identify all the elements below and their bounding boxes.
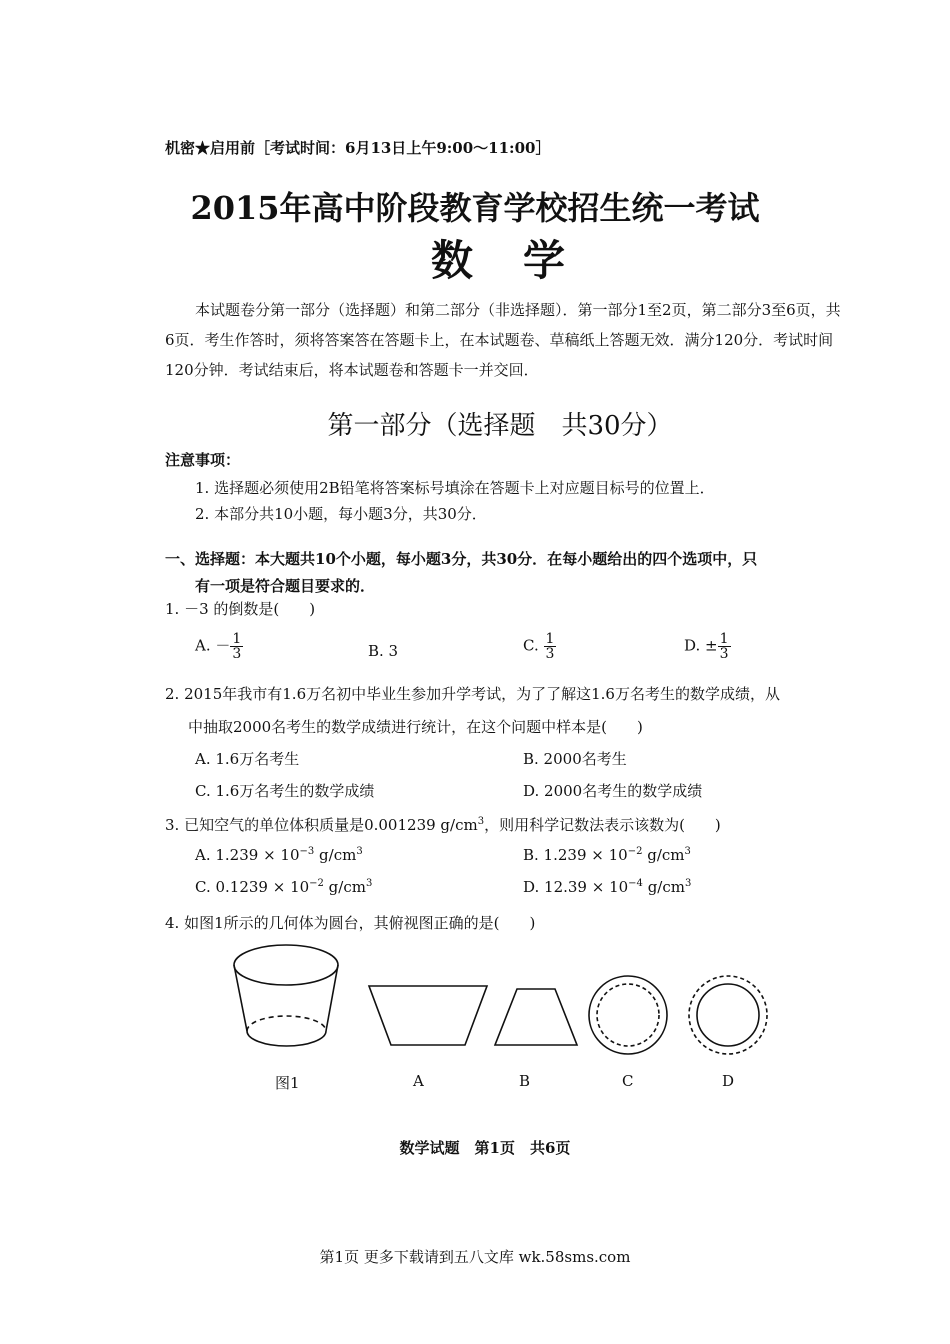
option-a-trapezoid [369, 986, 487, 1045]
q2-option-c: C. 1.6万名考生的数学成绩 [195, 782, 375, 800]
figure-b-label: B [519, 1072, 531, 1090]
figure1-label: 图1 [275, 1074, 300, 1092]
page-footer: 数学试题 第1页 共6页 [399, 1139, 571, 1157]
note-2: 2. 本部分共10小题，每小题3分，共30分． [195, 505, 487, 523]
figure-a-label: A [413, 1072, 424, 1090]
section1-line2: 有一项是符合题目要求的． [195, 577, 376, 595]
watermark-footer: 第1页 更多下载请到五八文库 wk.58sms.com [319, 1248, 631, 1266]
confidential-line: 机密★启用前［考试时间：6月13日上午9:00～11:00］ [165, 139, 551, 157]
notes-title: 注意事项： [165, 451, 241, 469]
q3-stem: 3. 已知空气的单位体积质量是0.001239 $g/cm^3$，则用科学记数法表示该数为( ) [165, 816, 721, 834]
q2-stem-line1: 2. 2015年我市有1.6万名初中毕业生参加升学考试，为了了解这1.6万名考生的数学成绩，从 [165, 685, 780, 703]
option-b-trapezoid [495, 989, 577, 1045]
q3-option-c: C. $0.1239 \times 10^{-2}$ $g/cm^3$ [195, 878, 373, 896]
q1-stem: 1. －3 的倒数是( ) [165, 600, 316, 618]
exam-title: 2015年高中阶段教育学校招生统一考试 [190, 189, 760, 227]
section1-line1: 一、选择题：本大题共10个小题，每小题3分，共30分．在每小题给出的四个选项中，只 [165, 550, 758, 568]
q2-option-d: D. 2000名考生的数学成绩 [523, 782, 703, 800]
q2-stem-line2: 中抽取2000名考生的数学成绩进行统计，在这个问题中样本是( ) [188, 718, 643, 736]
subject-title: 数 学 [430, 236, 569, 285]
q1-option-d: D. ± $\frac{1}{3}$ [684, 631, 729, 662]
q3-option-d: D. $12.39 \times 10^{-4}$ $g/cm^3$ [523, 878, 692, 896]
q2-option-b: B. 2000名考生 [523, 750, 627, 768]
q4-figures [225, 940, 785, 1070]
frustum-figure [234, 945, 338, 1046]
option-c-circles [589, 976, 667, 1054]
q1-option-a: A. － $\frac{1}{3}$ [195, 631, 242, 662]
q2-option-a: A. 1.6万名考生 [195, 750, 300, 768]
q3-option-a: A. $1.239 \times 10^{-3}$ $g/cm^3$ [195, 846, 363, 864]
option-d-circles [689, 976, 767, 1054]
q1-option-b: B. 3 [368, 642, 399, 660]
intro-paragraph: 本试题卷分第一部分（选择题）和第二部分（非选择题）．第一部分1至2页，第二部分3至6页，共6页．考生作答时，须将答案答在答题卡上，在本试题卷、草稿纸上答题无效．满分120分．考试时间120分钟．考试结束后，将本试题卷和答题卡一并交回． [165, 301, 841, 379]
part1-heading: 第一部分（选择题 共30分） [327, 411, 673, 441]
figure-d-label: D [722, 1072, 735, 1090]
q4-stem: 4. 如图1所示的几何体为圆台，其俯视图正确的是( ) [165, 914, 536, 932]
q1-option-c: C. $\frac{1}{3}$ [523, 631, 555, 662]
note-1: 1. 选择题必须使用2B铅笔将答案标号填涂在答题卡上对应题目标号的位置上． [195, 479, 715, 497]
q3-option-b: B. $1.239 \times 10^{-2}$ $g/cm^3$ [523, 846, 691, 864]
figure-c-label: C [622, 1072, 634, 1090]
